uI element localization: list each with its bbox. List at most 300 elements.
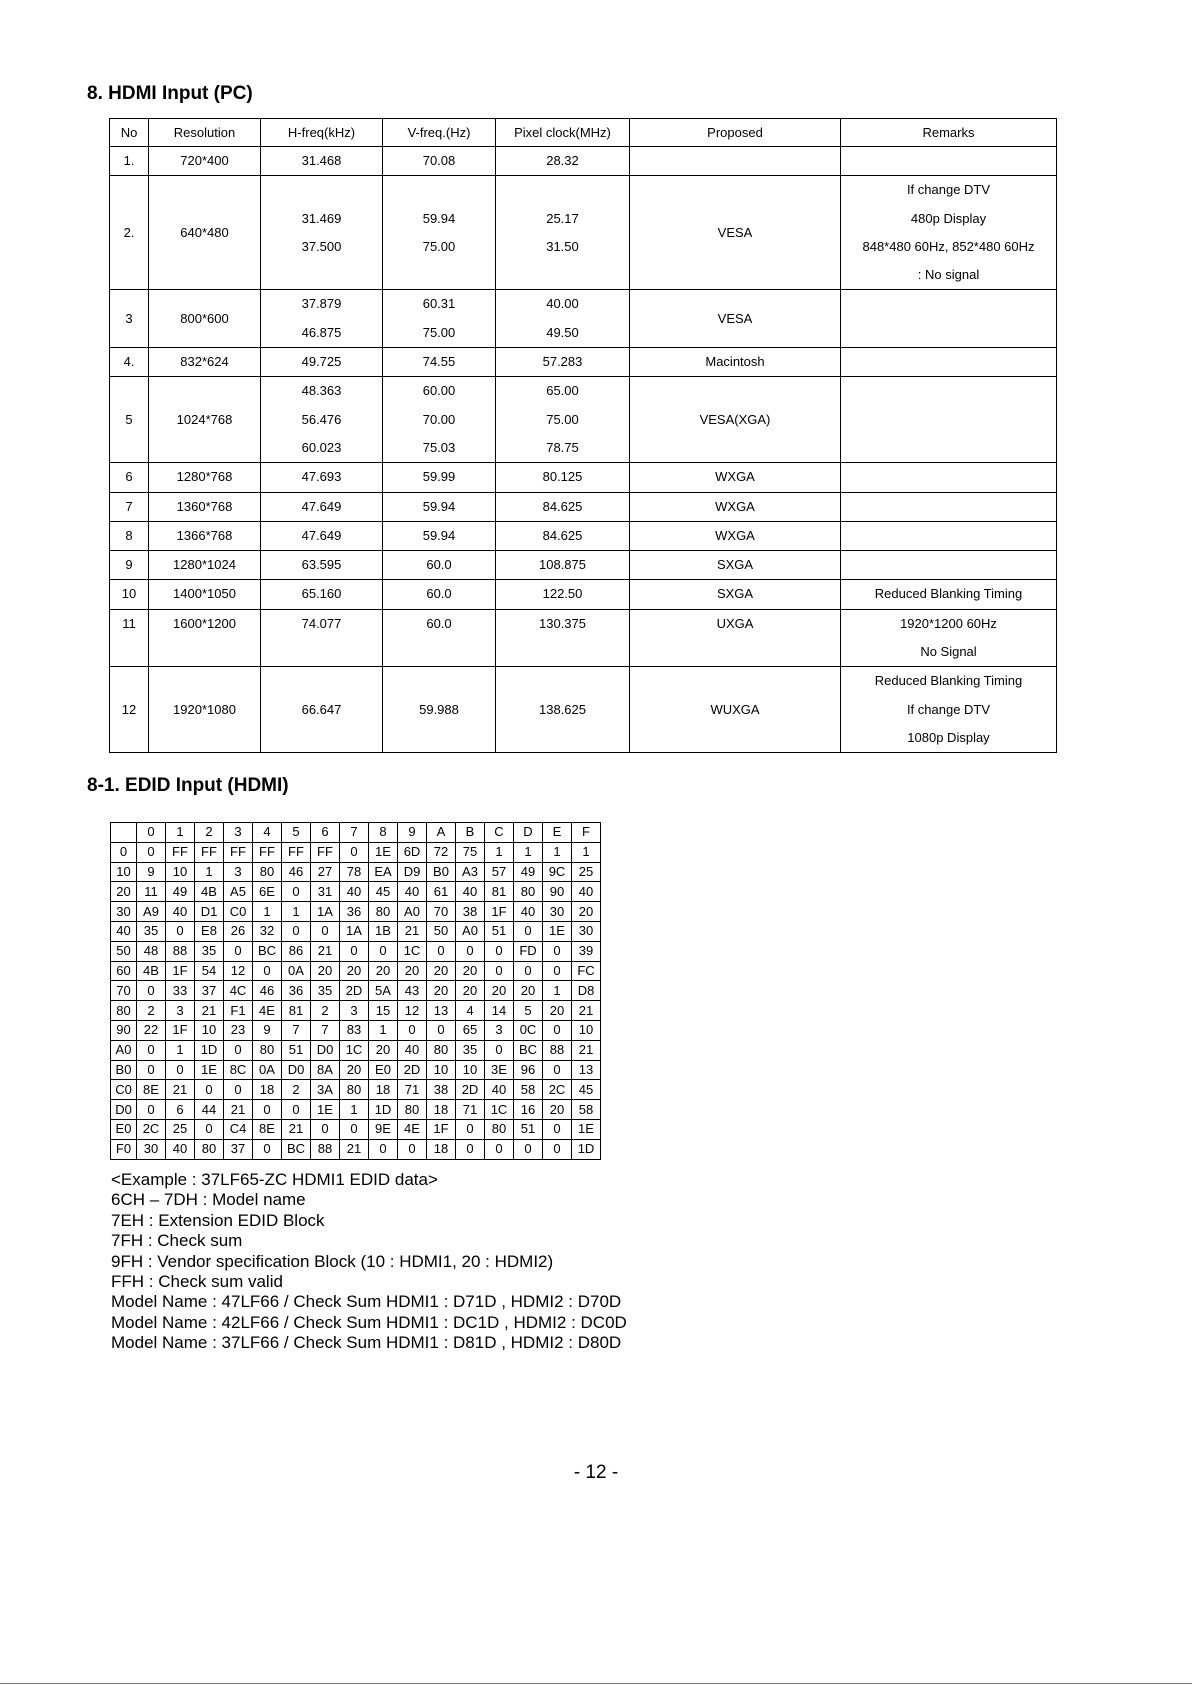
- edid-byte-cell: 0A: [282, 961, 311, 981]
- cell-pixel-clock: [496, 290, 630, 348]
- edid-byte-cell: 21: [166, 1080, 195, 1100]
- cell-resolution-text: 1920*1080: [173, 701, 236, 717]
- edid-byte-cell: 0: [456, 1119, 485, 1139]
- edid-byte-cell: 3: [485, 1020, 514, 1040]
- edid-byte-cell: 25: [166, 1119, 195, 1139]
- edid-byte-cell: 23: [224, 1020, 253, 1040]
- edid-row-header: 10: [111, 862, 137, 882]
- cell-vfreq-line: [383, 638, 495, 666]
- remarks-line: 1080p Display: [907, 729, 990, 745]
- cell-no-text: 4.: [123, 354, 135, 370]
- edid-byte-cell: 0: [485, 941, 514, 961]
- cell-hfreq-line: 37.500: [301, 238, 342, 254]
- cell-proposed: [630, 147, 841, 176]
- edid-byte-cell: 7: [311, 1020, 340, 1040]
- cell-proposed: [630, 176, 841, 290]
- cell-pixel-clock-line: 28.32: [546, 153, 579, 168]
- edid-byte-cell: 72: [427, 842, 456, 862]
- edid-byte-cell: 0: [485, 1139, 514, 1159]
- cell-pixel-clock-line: 57.283: [542, 354, 583, 370]
- edid-byte-cell: 3A: [311, 1080, 340, 1100]
- edid-row-header: E0: [111, 1119, 137, 1139]
- hdmi-timing-table: [109, 118, 1057, 753]
- edid-byte-cell: 0: [340, 842, 369, 862]
- cell-no-text: 6: [125, 469, 133, 485]
- table-row: [110, 609, 1057, 667]
- cell-no: [110, 348, 149, 377]
- edid-byte-cell: 83: [340, 1020, 369, 1040]
- remarks-empty: [841, 305, 1056, 333]
- edid-byte-cell: 30: [572, 921, 601, 941]
- cell-pixel-clock: [496, 147, 630, 176]
- edid-row: [111, 1001, 601, 1021]
- edid-byte-cell: 20: [572, 902, 601, 922]
- edid-byte-cell: 0: [543, 1139, 572, 1159]
- cell-no: [110, 521, 149, 550]
- cell-hfreq-line: 66.647: [301, 701, 342, 717]
- edid-byte-cell: 57: [485, 862, 514, 882]
- edid-byte-cell: 4: [456, 1001, 485, 1021]
- cell-proposed-text: [630, 147, 840, 175]
- note-line: 6CH – 7DH : Model name: [111, 1190, 306, 1210]
- cell-no: [110, 492, 149, 521]
- remarks-empty: [841, 348, 1056, 376]
- column-header: Proposed: [630, 119, 841, 147]
- edid-byte-cell: 51: [514, 1119, 543, 1139]
- edid-byte-cell: 1E: [195, 1060, 224, 1080]
- cell-hfreq-line: [261, 261, 382, 289]
- cell-hfreq: [261, 176, 383, 290]
- cell-hfreq: [261, 290, 383, 348]
- edid-byte-cell: 61: [427, 882, 456, 902]
- edid-byte-cell: 9: [253, 1020, 282, 1040]
- edid-byte-cell: 20: [369, 1040, 398, 1060]
- cell-no: [110, 580, 149, 609]
- edid-byte-cell: 0: [282, 921, 311, 941]
- edid-byte-cell: 32: [253, 921, 282, 941]
- edid-byte-cell: 81: [485, 882, 514, 902]
- table-row: [110, 147, 1057, 176]
- edid-byte-cell: 37: [224, 1139, 253, 1159]
- cell-vfreq: [383, 609, 496, 667]
- edid-byte-cell: 21: [224, 1100, 253, 1120]
- edid-byte-cell: 0: [543, 1060, 572, 1080]
- edid-byte-cell: 16: [514, 1100, 543, 1120]
- edid-byte-cell: BC: [282, 1139, 311, 1159]
- edid-byte-cell: 80: [427, 1040, 456, 1060]
- cell-no: [110, 609, 149, 667]
- edid-byte-cell: 0: [166, 1060, 195, 1080]
- edid-byte-cell: 40: [572, 882, 601, 902]
- edid-byte-cell: FF: [224, 842, 253, 862]
- cell-no: [110, 176, 149, 290]
- edid-byte-cell: 48: [137, 941, 166, 961]
- edid-byte-cell: 0: [224, 941, 253, 961]
- edid-byte-cell: 1: [195, 862, 224, 882]
- remarks-empty: [841, 551, 1056, 579]
- cell-proposed: [630, 348, 841, 377]
- cell-remarks: [841, 147, 1057, 176]
- edid-byte-cell: 3E: [485, 1060, 514, 1080]
- cell-pixel-clock-line: [496, 261, 629, 289]
- cell-resolution-text: 720*400: [180, 153, 229, 168]
- edid-byte-cell: 10: [195, 1020, 224, 1040]
- edid-byte-cell: 2: [282, 1080, 311, 1100]
- cell-resolution: [149, 176, 261, 290]
- edid-byte-cell: 11: [137, 882, 166, 902]
- table-row: [110, 551, 1057, 580]
- edid-byte-cell: 0: [253, 1139, 282, 1159]
- page-number-text: - 12 -: [573, 1462, 619, 1483]
- edid-byte-cell: 54: [195, 961, 224, 981]
- edid-col-header: 1: [166, 823, 195, 843]
- edid-byte-cell: 1F: [427, 1119, 456, 1139]
- edid-byte-cell: 88: [311, 1139, 340, 1159]
- edid-col-header: 8: [369, 823, 398, 843]
- edid-byte-cell: 8E: [253, 1119, 282, 1139]
- cell-resolution: [149, 551, 261, 580]
- edid-byte-cell: 20: [311, 961, 340, 981]
- edid-byte-cell: 0: [398, 1139, 427, 1159]
- remarks-empty: [841, 406, 1056, 434]
- edid-byte-cell: 3: [224, 862, 253, 882]
- edid-byte-cell: 0: [514, 961, 543, 981]
- edid-byte-cell: 1: [543, 981, 572, 1001]
- edid-byte-cell: 1: [166, 1040, 195, 1060]
- cell-pixel-clock-line: 25.17: [546, 210, 579, 226]
- edid-byte-cell: D0: [282, 1060, 311, 1080]
- remarks-line: Reduced Blanking Timing: [874, 673, 1023, 689]
- remarks-line: If change DTV: [906, 701, 991, 717]
- edid-byte-cell: 1C: [398, 941, 427, 961]
- edid-byte-cell: 2D: [340, 981, 369, 1001]
- edid-byte-cell: 1: [340, 1100, 369, 1120]
- edid-row: [111, 1139, 601, 1159]
- edid-byte-cell: C0: [224, 902, 253, 922]
- edid-byte-cell: 45: [572, 1080, 601, 1100]
- edid-byte-cell: 9: [137, 862, 166, 882]
- cell-resolution-text: 1600*1200: [173, 615, 236, 631]
- edid-byte-cell: 80: [253, 862, 282, 882]
- edid-byte-cell: 30: [137, 1139, 166, 1159]
- edid-byte-cell: 10: [427, 1060, 456, 1080]
- edid-byte-cell: 10: [456, 1060, 485, 1080]
- edid-byte-cell: E8: [195, 921, 224, 941]
- edid-byte-cell: 96: [514, 1060, 543, 1080]
- table-header-row: [110, 119, 1057, 147]
- edid-byte-cell: 51: [485, 921, 514, 941]
- edid-row: [111, 1060, 601, 1080]
- edid-row-header: 30: [111, 902, 137, 922]
- edid-byte-cell: 20: [398, 961, 427, 981]
- edid-byte-cell: 9E: [369, 1119, 398, 1139]
- edid-col-header: 7: [340, 823, 369, 843]
- edid-byte-cell: 6: [166, 1100, 195, 1120]
- cell-resolution: [149, 348, 261, 377]
- cell-remarks: [841, 492, 1057, 521]
- edid-byte-cell: 80: [485, 1119, 514, 1139]
- cell-resolution-text: 832*624: [180, 354, 229, 370]
- cell-no: [110, 463, 149, 492]
- cell-resolution: [149, 147, 261, 176]
- edid-byte-cell: 44: [195, 1100, 224, 1120]
- edid-byte-cell: 80: [369, 902, 398, 922]
- edid-byte-cell: 70: [427, 902, 456, 922]
- cell-no-text: 2.: [123, 224, 135, 240]
- cell-resolution: [149, 290, 261, 348]
- edid-row: [111, 961, 601, 981]
- cell-hfreq: [261, 147, 383, 176]
- edid-byte-cell: A0: [456, 921, 485, 941]
- cell-pixel-clock: [496, 176, 630, 290]
- edid-byte-cell: 40: [514, 902, 543, 922]
- cell-vfreq-line: 59.94: [422, 498, 456, 514]
- edid-byte-cell: 4E: [398, 1119, 427, 1139]
- cell-vfreq-line: [383, 176, 495, 204]
- table-row: [110, 492, 1057, 521]
- cell-proposed: [630, 463, 841, 492]
- edid-byte-cell: 18: [427, 1100, 456, 1120]
- cell-pixel-clock: [496, 348, 630, 377]
- edid-byte-cell: 1D: [572, 1139, 601, 1159]
- cell-vfreq-line: 75.00: [422, 238, 456, 254]
- note-line: Model Name : 47LF66 / Check Sum HDMI1 : D71D , HDMI2 : D70D: [111, 1292, 622, 1312]
- cell-proposed-text: UXGA: [716, 615, 754, 631]
- edid-col-header: 3: [224, 823, 253, 843]
- cell-proposed-text: WXGA: [715, 498, 755, 514]
- edid-byte-cell: 0: [514, 1139, 543, 1159]
- edid-byte-cell: 1D: [195, 1040, 224, 1060]
- edid-byte-cell: 35: [456, 1040, 485, 1060]
- remarks-line: 848*480 60Hz, 852*480 60Hz: [862, 238, 1035, 254]
- page-number: [0, 1462, 1192, 1484]
- edid-byte-cell: 0: [485, 1040, 514, 1060]
- edid-byte-cell: 7: [282, 1020, 311, 1040]
- edid-byte-cell: 30: [543, 902, 572, 922]
- edid-byte-cell: 78: [340, 862, 369, 882]
- edid-byte-cell: 75: [456, 842, 485, 862]
- edid-byte-cell: 0C: [514, 1020, 543, 1040]
- edid-byte-cell: 0: [166, 921, 195, 941]
- table-row: [110, 290, 1057, 348]
- cell-remarks: [841, 463, 1057, 492]
- cell-hfreq-line: 37.879: [301, 296, 342, 312]
- edid-byte-cell: 0: [137, 1100, 166, 1120]
- edid-byte-cell: 1: [485, 842, 514, 862]
- edid-byte-cell: 0: [253, 1100, 282, 1120]
- cell-proposed-text: SXGA: [716, 557, 754, 573]
- edid-byte-cell: 14: [485, 1001, 514, 1021]
- edid-byte-cell: 1F: [485, 902, 514, 922]
- edid-byte-cell: A3: [456, 862, 485, 882]
- edid-row-header: D0: [111, 1100, 137, 1120]
- cell-hfreq-line: 47.649: [301, 498, 342, 514]
- cell-no: [110, 377, 149, 463]
- note-line: <Example : 37LF65-ZC HDMI1 EDID data>: [111, 1170, 438, 1189]
- edid-byte-cell: EA: [369, 862, 398, 882]
- remarks-empty: [841, 147, 1056, 175]
- cell-resolution-text: 1360*768: [176, 498, 233, 514]
- remarks-line: 1920*1200 60Hz: [900, 615, 997, 631]
- cell-resolution: [149, 463, 261, 492]
- column-header: Pixel clock(MHz): [496, 119, 630, 147]
- edid-byte-cell: 51: [282, 1040, 311, 1060]
- edid-byte-cell: 71: [456, 1100, 485, 1120]
- cell-hfreq-line: 31.469: [301, 210, 342, 226]
- cell-proposed: [630, 580, 841, 609]
- edid-byte-cell: 38: [456, 902, 485, 922]
- cell-hfreq-line: 48.363: [301, 383, 342, 399]
- column-header: V-freq.(Hz): [383, 119, 496, 147]
- edid-byte-cell: 20: [427, 981, 456, 1001]
- edid-byte-cell: 12: [398, 1001, 427, 1021]
- edid-byte-cell: 0: [543, 961, 572, 981]
- cell-proposed-text: VESA: [717, 224, 753, 240]
- edid-byte-cell: 1: [282, 902, 311, 922]
- cell-proposed-text: WXGA: [715, 527, 755, 543]
- edid-row-header: 60: [111, 961, 137, 981]
- edid-row-header: 90: [111, 1020, 137, 1040]
- cell-no-text: 3: [125, 310, 133, 326]
- edid-byte-cell: 0: [543, 941, 572, 961]
- cell-no-text: 10: [121, 586, 137, 602]
- edid-byte-cell: 1E: [369, 842, 398, 862]
- edid-byte-cell: 10: [572, 1020, 601, 1040]
- table-row: [110, 463, 1057, 492]
- column-header: No: [110, 119, 149, 147]
- edid-byte-cell: 1E: [311, 1100, 340, 1120]
- edid-byte-cell: 1: [572, 842, 601, 862]
- cell-resolution: [149, 609, 261, 667]
- edid-byte-cell: 0: [253, 961, 282, 981]
- edid-notes: [111, 1170, 627, 1354]
- edid-byte-cell: 1D: [369, 1100, 398, 1120]
- edid-byte-cell: 40: [485, 1080, 514, 1100]
- cell-resolution-text: 1024*768: [176, 411, 233, 427]
- edid-byte-cell: D0: [311, 1040, 340, 1060]
- cell-pixel-clock: [496, 377, 630, 463]
- cell-proposed: [630, 609, 841, 667]
- edid-byte-cell: D1: [195, 902, 224, 922]
- edid-byte-cell: D8: [572, 981, 601, 1001]
- edid-byte-cell: 2D: [398, 1060, 427, 1080]
- edid-byte-cell: 40: [340, 882, 369, 902]
- cell-resolution: [149, 667, 261, 753]
- edid-row-header: 80: [111, 1001, 137, 1021]
- edid-byte-cell: 1B: [369, 921, 398, 941]
- cell-vfreq-line: 70.08: [422, 153, 456, 168]
- cell-hfreq-line: [261, 638, 382, 666]
- cell-no-text: 8: [125, 527, 133, 543]
- cell-remarks: [841, 609, 1057, 667]
- cell-hfreq-line: 31.468: [301, 153, 342, 168]
- cell-remarks: [841, 377, 1057, 463]
- edid-byte-cell: 21: [195, 1001, 224, 1021]
- edid-byte-cell: 1F: [166, 961, 195, 981]
- note-line: 7EH : Extension EDID Block: [111, 1210, 325, 1230]
- edid-row-header: C0: [111, 1080, 137, 1100]
- cell-hfreq: [261, 463, 383, 492]
- cell-no-text: 7: [125, 498, 133, 514]
- cell-vfreq-line: 60.0: [426, 586, 452, 602]
- edid-byte-cell: B0: [427, 862, 456, 882]
- cell-vfreq-line: 60.31: [422, 296, 456, 312]
- cell-vfreq-line: 59.988: [419, 701, 459, 717]
- cell-vfreq-line: 59.94: [422, 210, 456, 226]
- edid-byte-cell: 0: [427, 1020, 456, 1040]
- edid-byte-cell: C4: [224, 1119, 253, 1139]
- edid-row-header: A0: [111, 1040, 137, 1060]
- cell-proposed-text: WUXGA: [710, 701, 760, 717]
- edid-byte-cell: 0: [282, 882, 311, 902]
- edid-byte-cell: 26: [224, 921, 253, 941]
- edid-byte-cell: 88: [543, 1040, 572, 1060]
- edid-byte-cell: 4B: [137, 961, 166, 981]
- edid-byte-cell: FF: [166, 842, 195, 862]
- edid-col-header: 9: [398, 823, 427, 843]
- edid-byte-cell: 27: [311, 862, 340, 882]
- cell-hfreq-line: 47.649: [301, 527, 342, 543]
- cell-hfreq: [261, 551, 383, 580]
- edid-byte-cell: 10: [166, 862, 195, 882]
- edid-byte-cell: 33: [166, 981, 195, 1001]
- edid-col-header: D: [514, 823, 543, 843]
- edid-byte-cell: 18: [253, 1080, 282, 1100]
- edid-byte-cell: 8C: [224, 1060, 253, 1080]
- edid-row: [111, 1040, 601, 1060]
- edid-byte-cell: 1A: [311, 902, 340, 922]
- edid-col-header: A: [427, 823, 456, 843]
- cell-vfreq-line: 74.55: [422, 354, 456, 370]
- cell-pixel-clock: [496, 492, 630, 521]
- edid-row-header: F0: [111, 1139, 137, 1159]
- cell-proposed-text: SXGA: [716, 586, 754, 602]
- cell-vfreq: [383, 667, 496, 753]
- remarks-line: No Signal: [920, 644, 977, 660]
- edid-byte-cell: 86: [282, 941, 311, 961]
- edid-byte-cell: 21: [398, 921, 427, 941]
- column-header: Resolution: [149, 119, 261, 147]
- edid-col-header: E: [543, 823, 572, 843]
- edid-byte-cell: 1: [543, 842, 572, 862]
- remarks-line: 480p Display: [910, 210, 987, 226]
- edid-col-header: 6: [311, 823, 340, 843]
- edid-byte-cell: 40: [398, 882, 427, 902]
- edid-byte-cell: 4B: [195, 882, 224, 902]
- edid-row-header: 0: [111, 842, 137, 862]
- cell-pixel-clock-line: 78.75: [546, 439, 579, 455]
- note-line: Model Name : 42LF66 / Check Sum HDMI1 : DC1D , HDMI2 : DC0D: [111, 1312, 627, 1332]
- cell-vfreq-line: 70.00: [422, 411, 456, 427]
- edid-byte-cell: 88: [166, 941, 195, 961]
- column-header: H-freq(kHz): [261, 119, 383, 147]
- table-row: [110, 377, 1057, 463]
- edid-byte-cell: 1: [253, 902, 282, 922]
- edid-byte-cell: 21: [572, 1040, 601, 1060]
- edid-byte-cell: 1C: [485, 1100, 514, 1120]
- edid-byte-cell: 1: [514, 842, 543, 862]
- edid-byte-cell: 0: [340, 1119, 369, 1139]
- bottom-border-line: [0, 1683, 1192, 1684]
- edid-byte-cell: 49: [514, 862, 543, 882]
- edid-byte-cell: 0: [195, 1080, 224, 1100]
- cell-pixel-clock: [496, 521, 630, 550]
- cell-hfreq-line: 60.023: [301, 439, 342, 455]
- edid-row: [111, 1119, 601, 1139]
- cell-remarks: [841, 521, 1057, 550]
- cell-vfreq-line: [383, 261, 495, 289]
- cell-resolution: [149, 580, 261, 609]
